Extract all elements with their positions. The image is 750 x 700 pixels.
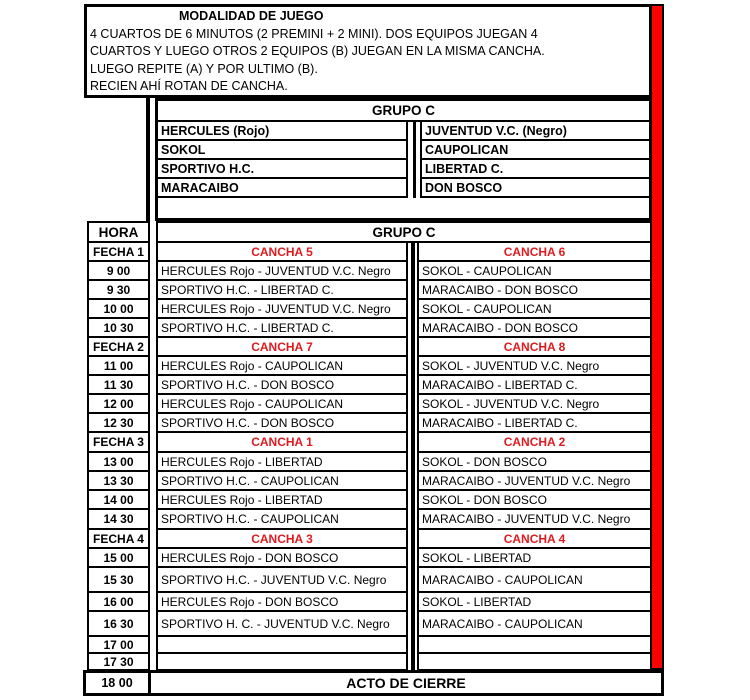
time-cell: 16 30 [87,610,150,637]
teams-empty-row [158,198,649,218]
time-cell: 12 00 [87,393,150,414]
match-cell: MARACAIBO - JUVENTUD V.C. Negro [417,508,652,530]
match-cell: SOKOL - CAUPOLICAN [417,260,652,281]
cancha-header: CANCHA 4 [417,528,652,549]
team-name: MARACAIBO [158,179,408,198]
match-cell: HERCULES Rojo - CAUPOLICAN [156,393,408,414]
match-cell: SOKOL - DON BOSCO [417,489,652,510]
group-header-cell: GRUPO C [156,221,652,243]
modalidad-line: LUEGO REPITE (A) Y POR ULTIMO (B). [90,61,318,76]
cancha-header: CANCHA 3 [156,528,408,549]
match-cell: HERCULES Rojo - JUVENTUD V.C. Negro [156,298,408,319]
match-cell: SPORTIVO H. C. - JUVENTUD V.C. Negro [156,610,408,637]
time-cell: 9 30 [87,279,150,300]
closing-label-cell: ACTO DE CIERRE [346,675,466,691]
match-cell: HERCULES Rojo - LIBERTAD [156,489,408,510]
modalidad-line: RECIEN AHÍ ROTAN DE CANCHA. [90,79,288,94]
match-cell: SPORTIVO H.C. - DON BOSCO [156,412,408,433]
match-cell: MARACAIBO - CAUPOLICAN [417,610,652,637]
match-cell: SOKOL - CAUPOLICAN [417,298,652,319]
match-cell: SOKOL - LIBERTAD [417,547,652,568]
closing-time-cell: 18 00 [86,673,151,693]
time-cell: 11 30 [87,374,150,395]
cancha-header: CANCHA 2 [417,431,652,453]
match-cell: SOKOL - DON BOSCO [417,451,652,472]
match-cell [156,652,408,671]
modalidad-line: 4 CUARTOS DE 6 MINUTOS (2 PREMINI + 2 MINI). DOS EQUIPOS JUEGAN 4 [90,26,538,41]
closing-row [83,670,664,696]
team-name: DON BOSCO [420,179,649,198]
grupo-c-teams-box [155,98,652,221]
time-cell: 12 30 [87,412,150,433]
fecha-cell: FECHA 2 [87,336,150,357]
time-cell: 9 00 [87,260,150,281]
fecha-cell: FECHA 3 [87,431,150,453]
red-side-bar [650,4,664,670]
team-name: CAUPOLICAN [420,141,649,160]
match-cell: SOKOL - JUVENTUD V.C. Negro [417,355,652,376]
cancha-header: CANCHA 5 [156,241,408,262]
time-cell: 17 30 [87,652,150,671]
team-name: SOKOL [158,141,408,160]
match-cell: HERCULES Rojo - LIBERTAD [156,451,408,472]
match-cell: HERCULES Rojo - DON BOSCO [156,591,408,612]
match-cell: SOKOL - JUVENTUD V.C. Negro [417,393,652,414]
match-cell: SPORTIVO H.C. - CAUPOLICAN [156,508,408,530]
modalidad-line: CUARTOS Y LUEGO OTROS 2 EQUIPOS (B) JUEGAN EN LA MISMA CANCHA. [90,44,545,59]
match-cell: HERCULES Rojo - CAUPOLICAN [156,355,408,376]
time-cell: 17 00 [87,635,150,654]
time-cell: 15 30 [87,566,150,593]
match-cell: SPORTIVO H.C. - DON BOSCO [156,374,408,395]
modalidad-box [84,4,652,98]
hora-header-cell: HORA [87,221,150,243]
match-cell: SPORTIVO H.C. - LIBERTAD C. [156,317,408,338]
match-cell: SOKOL - LIBERTAD [417,591,652,612]
match-cell: SPORTIVO H.C. - LIBERTAD C. [156,279,408,300]
match-cell: MARACAIBO - DON BOSCO [417,279,652,300]
match-cell: SPORTIVO H.C. - JUVENTUD V.C. Negro [156,566,408,593]
cancha-header: CANCHA 1 [156,431,408,453]
time-cell: 14 00 [87,489,150,510]
time-cell: 16 00 [87,591,150,612]
teams-divider-line [413,122,416,198]
cancha-header: CANCHA 7 [156,336,408,357]
time-cell: 11 00 [87,355,150,376]
match-cell: SPORTIVO H.C. - CAUPOLICAN [156,470,408,491]
team-name: SPORTIVO H.C. [158,160,408,179]
grupo-c-title: GRUPO C [158,101,649,122]
cancha-header: CANCHA 8 [417,336,652,357]
match-cell: HERCULES Rojo - DON BOSCO [156,547,408,568]
fecha-cell: FECHA 1 [87,241,150,262]
match-cell: MARACAIBO - LIBERTAD C. [417,412,652,433]
cancha-header: CANCHA 6 [417,241,652,262]
time-cell: 10 00 [87,298,150,319]
column-divider-line [411,241,415,671]
match-cell: MARACAIBO - CAUPOLICAN [417,566,652,593]
teams-divider [408,122,420,198]
time-cell: 13 30 [87,470,150,491]
modalidad-title: MODALIDAD DE JUEGO [179,9,324,23]
connector-line [146,95,150,225]
team-name: JUVENTUD V.C. (Negro) [420,122,649,141]
time-cell: 13 00 [87,451,150,472]
team-name: HERCULES (Rojo) [158,122,408,141]
match-cell: HERCULES Rojo - JUVENTUD V.C. Negro [156,260,408,281]
schedule-grid [87,221,652,671]
match-cell: MARACAIBO - LIBERTAD C. [417,374,652,395]
match-cell: MARACAIBO - JUVENTUD V.C. Negro [417,470,652,491]
time-cell: 15 00 [87,547,150,568]
time-cell: 10 30 [87,317,150,338]
team-name: LIBERTAD C. [420,160,649,179]
time-cell: 14 30 [87,508,150,530]
fecha-cell: FECHA 4 [87,528,150,549]
match-cell: MARACAIBO - DON BOSCO [417,317,652,338]
match-cell [417,652,652,671]
teams-body [158,122,649,218]
